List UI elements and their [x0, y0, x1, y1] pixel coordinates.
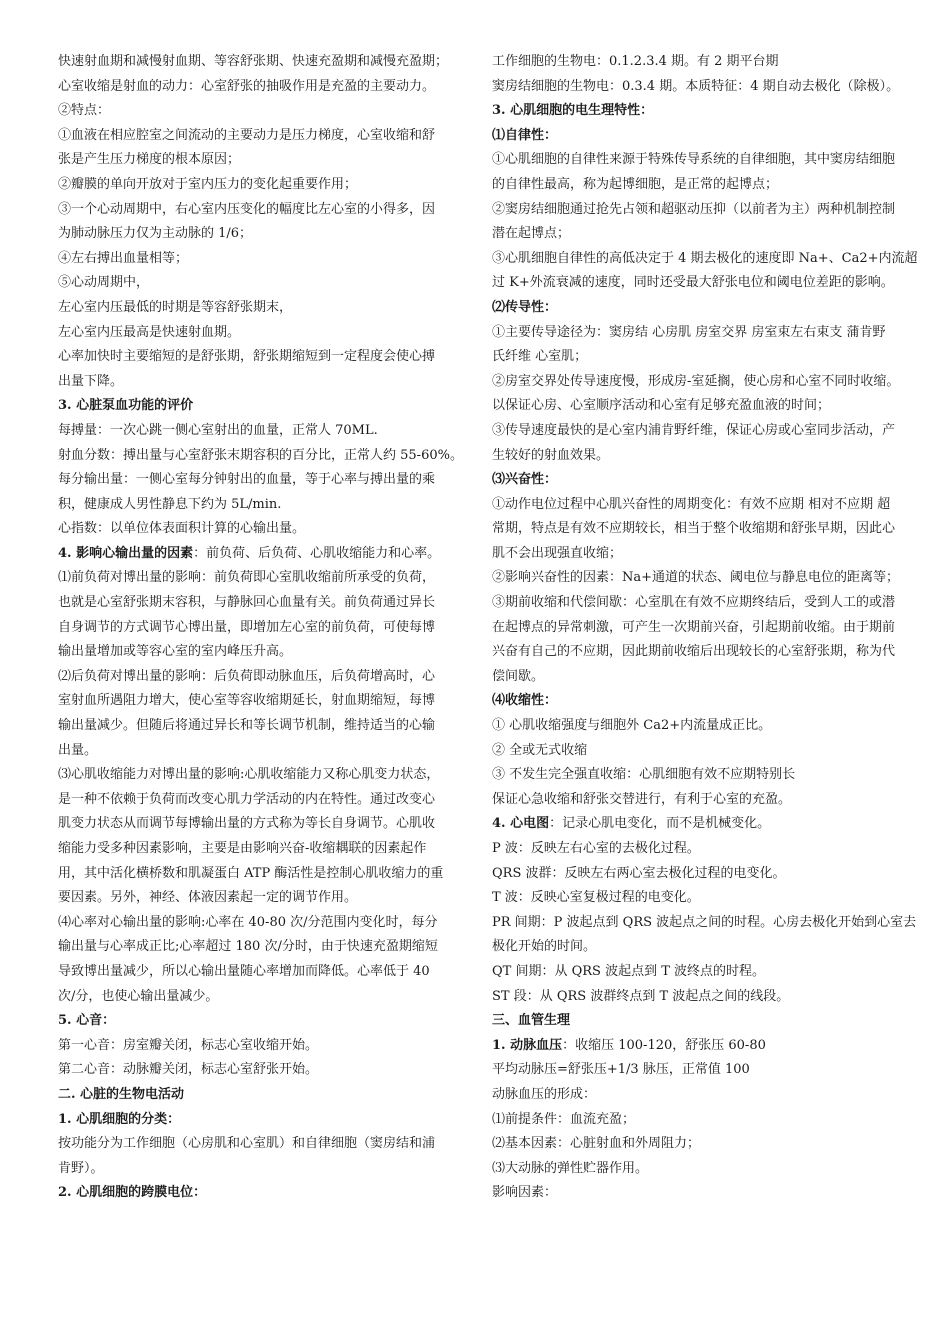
text-line	[492, 468, 936, 493]
text-line: ②房室交界处传导速度慢，形成房-室延搁，使心房和心室不同时收缩。	[492, 373, 900, 389]
text-line: ④左右搏出血量相等；	[58, 250, 189, 266]
text-line: 也就是心室舒张期末容积，与静脉回心血量有关。前负荷通过异长	[58, 595, 436, 611]
text-line: 保证心急收缩和舒张交替进行，有利于心室的充盈。	[492, 791, 792, 807]
text-line: ②影响兴奋性的因素：Na+通道的状态、阈电位与静息电位的距离等；	[492, 570, 900, 586]
text-line: 导致博出量减少，所以心输出量随心率增加而降低。心率低于 40	[58, 963, 430, 979]
text-line: 心率加快时主要缩短的是舒张期，舒张期缩短到一定程度会使心搏	[58, 349, 436, 365]
text-line: 张是产生压力梯度的根本原因；	[58, 152, 241, 168]
text-line: 输出量与心率成正比;心率超过 180 次/分时，由于快速充盈期缩短	[58, 939, 438, 955]
text-line: ①心肌细胞的自律性来源于特殊传导系统的自律细胞，其中窦房结细胞	[492, 152, 896, 168]
text-line: 1. 心肌细胞的分类：	[58, 1111, 181, 1127]
text-line: 出量。	[58, 742, 98, 758]
text-line: 每搏量：一次心跳一侧心室射出的血量，正常人 70ML.	[58, 422, 378, 438]
text-line	[492, 812, 936, 837]
text-line: ⑶心肌收缩能力对博出量的影响:心肌收缩能力又称心肌变力状态，	[58, 767, 440, 783]
text-line: 按功能分为工作细胞（心房肌和心室肌）和自律细胞（窦房结和浦	[58, 1136, 436, 1152]
text-line: 平均动脉压=舒张压+1/3 脉压，正常值 100	[492, 1062, 750, 1078]
text-line	[492, 296, 936, 321]
text-line: ST 段：从 QRS 波群终点到 T 波起点之间的线段。	[492, 988, 790, 1004]
text-line: 偿间歇。	[492, 668, 545, 684]
bold-heading-text: ⑵传导性：	[492, 299, 558, 315]
text-line: ⑴前提条件：血流充盈；	[492, 1111, 636, 1127]
text-line: ⑷心率对心输出量的影响:心率在 40-80 次/分范围内变化时，每分	[58, 914, 438, 930]
text-line: 第二心音：动脉瓣关闭，标志心室舒张开始。	[58, 1062, 319, 1078]
text-line: 影响因素：	[492, 1185, 558, 1201]
text-line: ②特点：	[58, 103, 111, 119]
text-line: 3. 心脏泵血功能的评价	[58, 398, 194, 414]
bold-heading-text: 4. 心电图	[492, 816, 550, 832]
text-line: 次/分，也使心输出量减少。	[58, 988, 219, 1004]
text-line: 室射血所遇阻力增大，使心室等容收缩期延长，射血期缩短，每博	[58, 693, 436, 709]
text-line: ② 全或无式收缩	[492, 742, 588, 758]
text-line	[492, 689, 936, 714]
text-line: 快速射血期和减慢射血期、等容舒张期、快速充盈期和减慢充盈期；	[58, 54, 449, 69]
text-line	[492, 124, 936, 149]
text-line: ⑵基本因素：心脏射血和外周阻力；	[492, 1136, 701, 1152]
text-line: ③心肌细胞自律性的高低决定于 4 期去极化的速度即 Na+、Ca2+内流超	[492, 250, 918, 266]
bold-heading-text: ⑴自律性：	[492, 127, 558, 143]
text-line: ①血液在相应腔室之间流动的主要动力是压力梯度，心室收缩和舒	[58, 127, 436, 143]
text-line: 每分输出量：一侧心室每分钟射出的血量，等于心率与搏出量的乘	[58, 472, 436, 488]
text-line: 工作细胞的生物电：0.1.2.3.4 期。有 2 期平台期	[492, 54, 779, 69]
text-line: 射血分数：搏出量与心室舒张末期容积的百分比，正常人约 55-60%。	[58, 447, 463, 463]
text-line: 兴奋有自己的不应期，因此期前收缩后出现较长的心室舒张期，称为代	[492, 644, 896, 660]
text-line: 为肺动脉压力仅为主动脉的 1/6；	[58, 226, 253, 242]
text-line: ③ 不发生完全强直收缩：心肌细胞有效不应期特别长	[492, 767, 796, 783]
text-line: 肌变力状态从而调节每博输出量的方式称为等长自身调节。心肌收	[58, 816, 436, 832]
text-line	[492, 1034, 936, 1059]
text-line: 肯野）。	[58, 1160, 104, 1176]
text-line: 极化开始的时间。	[492, 939, 597, 955]
text-line: 三、血管生理	[492, 1013, 571, 1029]
text-line: 常期，特点是有效不应期较长，相当于整个收缩期和舒张早期，因此心	[492, 521, 896, 537]
text-line: 二. 心脏的生物电活动	[58, 1086, 185, 1102]
text-line: 出量下降。	[58, 373, 124, 389]
text-line: 自身调节的方式调节心博出量，即增加左心室的前负荷，可使每博	[58, 619, 436, 635]
text-line: 过 K+外流衰减的速度，同时还受最大舒张电位和阈电位差距的影响。	[492, 275, 894, 291]
text-line: PR 间期：P 波起点到 QRS 波起点之间的时程。心房去极化开始到心室去	[492, 914, 917, 930]
text-line: 是一种不依赖于负荷而改变心肌力学活动的内在特性。通过改变心	[58, 791, 436, 807]
bold-heading-text: 4. 影响心输出量的因素	[58, 545, 194, 561]
text-line: 左心室内压最高是快速射血期。	[58, 324, 241, 340]
text-line: 氏纤维 心室肌；	[492, 349, 588, 365]
text-line: ⑶大动脉的弹性贮器作用。	[492, 1160, 649, 1176]
left-text-column	[58, 50, 475, 1206]
text-line: 以保证心房、心室顺序活动和心室有足够充盈血液的时间；	[492, 398, 831, 414]
text-line: 积，健康成人男性静息下约为 5L/min.	[58, 496, 282, 512]
text-line: 左心室内压最低的时期是等容舒张期末，	[58, 299, 293, 315]
text-line: 潜在起博点；	[492, 226, 571, 242]
text-line: 输出量减少。但随后将通过异长和等长调节机制，维持适当的心输	[58, 718, 436, 734]
text-line: 5. 心音：	[58, 1013, 116, 1029]
text-line: ⑴前负荷对博出量的影响：前负荷即心室肌收缩前所承受的负荷，	[58, 570, 436, 586]
text-line: 窦房结细胞的生物电：0.3.4 期。本质特征：4 期自动去极化（除极）。	[492, 78, 900, 94]
text-line: ②窦房结细胞通过抢先占领和超驱动压抑（以前者为主）两种机制控制	[492, 201, 896, 217]
text-line: ①主要传导途径为：窦房结 心房肌 房室交界 房室束左右束支 蒲肯野	[492, 324, 886, 340]
text-line: ②瓣膜的单向开放对于室内压力的变化起重要作用；	[58, 176, 358, 192]
text-line: 用，其中活化横桥数和肌凝蛋白 ATP 酶活性是控制心肌收缩力的重	[58, 865, 444, 881]
text-line	[58, 542, 475, 567]
text-line: ③期前收缩和代偿间歇：心室肌在有效不应期终结后，受到人工的或潜	[492, 595, 896, 611]
bold-heading-text: ⑶兴奋性：	[492, 472, 558, 488]
text-line: ⑤心动周期中，	[58, 275, 150, 291]
line-text: ：收缩压 100-120，舒张压 60-80	[562, 1037, 766, 1053]
bold-heading-text: ⑷收缩性：	[492, 693, 558, 709]
text-line: 心室收缩是射血的动力：心室舒张的抽吸作用是充盈的主要动力。	[58, 78, 436, 94]
text-line: 2. 心肌细胞的跨膜电位：	[58, 1185, 207, 1201]
text-line: 在起博点的异常刺激，可产生一次期前兴奋，引起期前收缩。由于期前	[492, 619, 896, 635]
text-line: ③一个心动周期中，右心室内压变化的幅度比左心室的小得多，因	[58, 201, 436, 217]
text-line: QRS 波群：反映左右两心室去极化过程的电变化。	[492, 865, 786, 881]
text-line: 肌不会出现强直收缩；	[492, 545, 623, 561]
text-line: 缩能力受多种因素影响，主要是由影响兴奋-收缩耦联的因素起作	[58, 841, 427, 856]
line-text: ：记录心肌电变化，而不是机械变化。	[549, 816, 771, 832]
right-text-column	[492, 50, 936, 1206]
text-line: T 波：反映心室复极过程的电变化。	[492, 890, 700, 906]
text-line: 3. 心肌细胞的电生理特性：	[492, 103, 654, 119]
text-line: QT 间期：从 QRS 波起点到 T 波终点的时程。	[492, 963, 766, 979]
text-line: 心指数：以单位体表面积计算的心输出量。	[58, 521, 306, 537]
text-line: 第一心音：房室瓣关闭，标志心室收缩开始。	[58, 1037, 319, 1053]
text-line: ① 心肌收缩强度与细胞外 Ca2+内流量成正比。	[492, 718, 772, 734]
text-line: ③传导速度最快的是心室内浦肯野纤维，保证心房或心室同步活动，产	[492, 422, 896, 438]
text-line: 动脉血压的形成：	[492, 1086, 597, 1102]
text-line: ①动作电位过程中心肌兴奋性的周期变化：有效不应期 相对不应期 超	[492, 496, 891, 512]
text-line: ⑵后负荷对博出量的影响：后负荷即动脉血压，后负荷增高时，心	[58, 668, 436, 684]
text-line: 要因素。另外，神经、体液因素起一定的调节作用。	[58, 890, 358, 906]
bold-heading-text: 1. 动脉血压	[492, 1037, 563, 1053]
text-line: P 波：反映左右心室的去极化过程。	[492, 841, 700, 856]
text-line: 生较好的射血效果。	[492, 447, 610, 463]
line-text: ：前负荷、后负荷、心肌收缩能力和心率。	[193, 545, 441, 561]
text-line: 的自律性最高，称为起博细胞，是正常的起博点；	[492, 176, 779, 192]
text-line: 输出量增加或等容心室的室内峰压升高。	[58, 644, 293, 660]
